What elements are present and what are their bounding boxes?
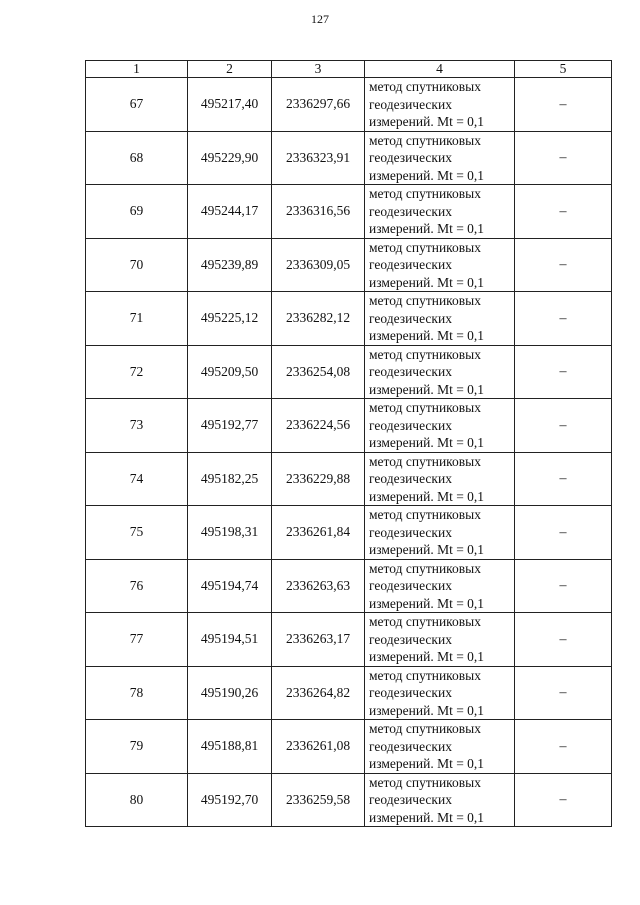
note-cell xyxy=(515,452,612,506)
point-number-cell: 80 xyxy=(86,773,188,827)
method-line: метод спутниковых xyxy=(369,400,481,415)
method-line: геодезических xyxy=(369,150,452,165)
note-cell xyxy=(515,292,612,346)
page-number: 127 xyxy=(311,12,329,26)
note-cell xyxy=(515,506,612,560)
x-coordinate-cell: 495182,25 xyxy=(188,452,272,506)
method-line: геодезических xyxy=(369,524,452,540)
method-line: метод спутниковых xyxy=(369,721,481,736)
method-line: геодезических xyxy=(369,96,452,112)
table-row xyxy=(86,78,612,132)
y-coordinate-cell: 2336309,05 xyxy=(272,238,365,292)
table-row xyxy=(86,185,612,239)
table-row xyxy=(86,773,612,827)
note-cell xyxy=(515,559,612,613)
note-cell xyxy=(515,720,612,774)
method-line: измерений. Mt = 0,1 xyxy=(369,221,485,236)
method-line: измерений. Mt = 0,1 xyxy=(369,114,485,129)
table-row xyxy=(86,506,612,560)
method-line: геодезических xyxy=(369,417,452,433)
method-line: геодезических xyxy=(369,310,452,326)
method-cell xyxy=(365,238,515,292)
note-cell xyxy=(515,773,612,827)
point-number-cell: 73 xyxy=(86,399,188,453)
point-number-cell: 67 xyxy=(86,78,188,132)
method-cell xyxy=(365,452,515,506)
method-line: метод спутниковых xyxy=(369,293,481,308)
table-row xyxy=(86,613,612,667)
table-row xyxy=(86,345,612,399)
method-cell xyxy=(365,559,515,613)
y-coordinate-cell: 2336224,56 xyxy=(272,399,365,453)
x-coordinate-cell: 495217,40 xyxy=(188,78,272,132)
header-row xyxy=(86,61,612,78)
method-line: измерений. Mt = 0,1 xyxy=(369,488,485,504)
x-coordinate-cell: 495229,90 xyxy=(188,131,272,185)
table-row xyxy=(86,238,612,292)
note-cell xyxy=(515,131,612,185)
method-cell xyxy=(365,78,515,132)
method-line: геодезических xyxy=(369,257,452,272)
table-row xyxy=(86,559,612,613)
note-dash: – xyxy=(559,578,567,594)
method-line: измерений. Mt = 0,1 xyxy=(369,274,485,290)
method-line: геодезических xyxy=(369,471,452,486)
table-row xyxy=(86,720,612,774)
method-cell xyxy=(365,131,515,185)
note-cell xyxy=(515,399,612,453)
point-number-cell: 69 xyxy=(86,185,188,239)
y-coordinate-cell: 2336261,08 xyxy=(272,720,365,774)
method-line: метод спутниковых xyxy=(369,614,481,629)
note-dash: – xyxy=(559,417,567,433)
point-number-cell: 78 xyxy=(86,666,188,720)
method-cell xyxy=(365,666,515,720)
point-number-cell: 70 xyxy=(86,238,188,292)
x-coordinate-cell: 495198,31 xyxy=(188,506,272,560)
x-coordinate-cell: 495244,17 xyxy=(188,185,272,239)
method-line: метод спутниковых xyxy=(369,186,481,201)
y-coordinate-cell: 2336254,08 xyxy=(272,345,365,399)
note-cell xyxy=(515,78,612,132)
note-cell xyxy=(515,345,612,399)
method-line: метод спутниковых xyxy=(369,346,481,362)
method-line: метод спутниковых xyxy=(369,560,481,576)
method-cell xyxy=(365,773,515,827)
method-line: измерений. Mt = 0,1 xyxy=(369,381,485,397)
x-coordinate-cell: 495225,12 xyxy=(188,292,272,346)
column-header-3: 3 xyxy=(272,61,365,78)
note-dash: – xyxy=(559,150,567,166)
note-dash: – xyxy=(559,524,567,540)
column-header-4: 4 xyxy=(365,61,515,78)
x-coordinate-cell: 495194,51 xyxy=(188,613,272,667)
y-coordinate-cell: 2336282,12 xyxy=(272,292,365,346)
point-number-cell: 71 xyxy=(86,292,188,346)
x-coordinate-cell: 495188,81 xyxy=(188,720,272,774)
note-dash: – xyxy=(559,631,567,647)
method-cell xyxy=(365,345,515,399)
x-coordinate-cell: 495192,70 xyxy=(188,773,272,827)
note-dash: – xyxy=(559,685,567,701)
point-number-cell: 76 xyxy=(86,559,188,613)
y-coordinate-cell: 2336316,56 xyxy=(272,185,365,239)
y-coordinate-cell: 2336263,17 xyxy=(272,613,365,667)
method-line: метод спутниковых xyxy=(369,667,481,683)
method-line: геодезических xyxy=(369,792,452,807)
table-row xyxy=(86,292,612,346)
method-line: измерений. Mt = 0,1 xyxy=(369,702,485,718)
method-cell xyxy=(365,506,515,560)
y-coordinate-cell: 2336264,82 xyxy=(272,666,365,720)
method-line: измерений. Mt = 0,1 xyxy=(369,542,485,557)
method-cell xyxy=(365,185,515,239)
point-number-cell: 79 xyxy=(86,720,188,774)
x-coordinate-cell: 495209,50 xyxy=(188,345,272,399)
note-dash: – xyxy=(559,203,567,219)
method-line: метод спутниковых xyxy=(369,239,481,255)
table-row xyxy=(86,452,612,506)
x-coordinate-cell: 495194,74 xyxy=(188,559,272,613)
method-line: геодезических xyxy=(369,738,452,754)
column-header-2: 2 xyxy=(188,61,272,78)
note-cell xyxy=(515,666,612,720)
method-line: измерений. Mt = 0,1 xyxy=(369,756,485,771)
coordinates-table xyxy=(85,60,612,827)
note-dash: – xyxy=(559,310,567,326)
method-line: геодезических xyxy=(369,578,452,593)
y-coordinate-cell: 2336297,66 xyxy=(272,78,365,132)
method-line: метод спутниковых xyxy=(369,132,481,148)
y-coordinate-cell: 2336261,84 xyxy=(272,506,365,560)
method-line: метод спутниковых xyxy=(369,453,481,469)
method-line: измерений. Mt = 0,1 xyxy=(369,595,485,611)
method-line: измерений. Mt = 0,1 xyxy=(369,649,485,664)
x-coordinate-cell: 495192,77 xyxy=(188,399,272,453)
method-cell xyxy=(365,720,515,774)
note-cell xyxy=(515,185,612,239)
note-cell xyxy=(515,238,612,292)
note-dash: – xyxy=(559,257,567,273)
method-line: метод спутниковых xyxy=(369,774,481,790)
point-number-cell: 74 xyxy=(86,452,188,506)
y-coordinate-cell: 2336263,63 xyxy=(272,559,365,613)
method-cell xyxy=(365,613,515,667)
y-coordinate-cell: 2336323,91 xyxy=(272,131,365,185)
method-line: геодезических xyxy=(369,685,452,700)
x-coordinate-cell: 495239,89 xyxy=(188,238,272,292)
method-line: метод спутниковых xyxy=(369,79,481,94)
x-coordinate-cell: 495190,26 xyxy=(188,666,272,720)
method-cell xyxy=(365,292,515,346)
method-line: геодезических xyxy=(369,203,452,219)
method-line: измерений. Mt = 0,1 xyxy=(369,328,485,343)
note-dash: – xyxy=(559,364,567,380)
note-dash: – xyxy=(559,96,567,112)
table-row xyxy=(86,666,612,720)
table-row xyxy=(86,399,612,453)
method-line: измерений. Mt = 0,1 xyxy=(369,435,485,450)
method-line: измерений. Mt = 0,1 xyxy=(369,809,485,825)
point-number-cell: 75 xyxy=(86,506,188,560)
table-body xyxy=(86,78,612,827)
note-cell xyxy=(515,613,612,667)
method-line: геодезических xyxy=(369,364,452,379)
method-line: геодезических xyxy=(369,631,452,647)
table-row xyxy=(86,131,612,185)
y-coordinate-cell: 2336229,88 xyxy=(272,452,365,506)
point-number-cell: 77 xyxy=(86,613,188,667)
method-line: метод спутниковых xyxy=(369,507,481,522)
note-dash: – xyxy=(559,471,567,487)
method-cell xyxy=(365,399,515,453)
column-header-1: 1 xyxy=(86,61,188,78)
note-dash: – xyxy=(559,738,567,754)
point-number-cell: 72 xyxy=(86,345,188,399)
point-number-cell: 68 xyxy=(86,131,188,185)
column-header-5: 5 xyxy=(515,61,612,78)
note-dash: – xyxy=(559,792,567,808)
y-coordinate-cell: 2336259,58 xyxy=(272,773,365,827)
method-line: измерений. Mt = 0,1 xyxy=(369,167,485,183)
